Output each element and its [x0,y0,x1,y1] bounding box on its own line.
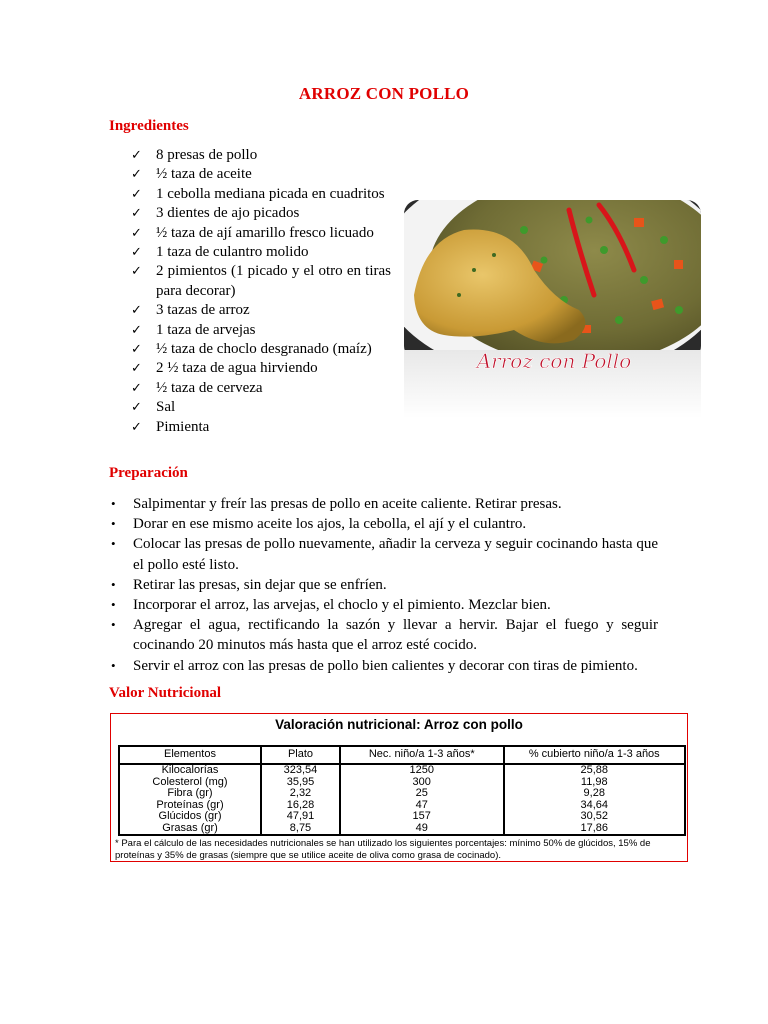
table-cell: 11,98 [580,775,608,788]
checkmark-icon: ✓ [131,303,142,319]
preparation-step [109,656,658,676]
bullet-icon: • [111,657,116,673]
preparation-step [109,575,658,595]
checkmark-icon: ✓ [131,225,142,241]
checkmark-icon: ✓ [131,342,142,358]
checkmark-icon: ✓ [131,322,142,338]
table-cell: 300 [340,777,504,789]
ingredient-item [131,418,391,437]
recipe-title: ARROZ CON POLLO [298,84,470,103]
ingredient-item [131,224,391,243]
table-header-cell: Nec. niño/a 1-3 años* [340,747,504,764]
ingredient-text: 3 tazas de arroz [156,302,250,319]
checkmark-icon: ✓ [131,400,142,416]
table-row [120,764,684,777]
nutrition-heading: Valor Nutricional [109,685,222,701]
preparation-text: Dorar en ese mismo aceite los ajos, la cebolla, el ají y el culantro. [133,516,527,533]
preparation-step [109,534,658,574]
recipe-photo [404,200,701,418]
checkmark-icon: ✓ [131,264,142,280]
ingredient-item [131,398,391,417]
table-header-cell: Elementos [120,747,261,764]
table-cell: 9,28 [583,787,605,799]
ingredient-item [131,185,391,204]
preparation-step [109,615,658,655]
preparation-step [109,595,658,615]
table-cell: 2,32 [261,788,340,800]
table-cell: 25 [340,788,504,800]
checkmark-icon: ✓ [131,186,142,202]
ingredient-text: Sal [156,399,176,416]
nutrition-table-title: Valoración nutricional: Arroz con pollo [275,717,523,732]
table-cell: 8,75 [261,823,340,835]
ingredient-item [131,204,391,223]
table-cell: Colesterol (mg) [120,777,261,789]
ingredient-item [131,379,391,398]
ingredient-text: 1 taza de culantro molido [156,244,309,261]
checkmark-icon: ✓ [131,206,142,222]
preparation-step [109,514,658,534]
table-cell: 323,54 [261,764,340,777]
preparation-list [109,494,658,676]
preparation-text: Servir el arroz con las presas de pollo bien calientes y decorar con tiras de pimiento. [133,657,638,674]
table-cell: 47,91 [261,811,340,823]
ingredient-item [131,340,391,359]
preparation-text: Colocar las presas de pollo nuevamente, añadir la cerveza y seguir cocinando hasta que el pollo esté listo. [133,536,658,573]
ingredient-item [131,146,391,165]
bullet-icon: • [111,576,116,592]
table-cell: 35,95 [261,777,340,789]
ingredient-text: 2 pimientos (1 picado y el otro en tiras para decorar) [156,263,391,299]
preparation-step [109,494,658,514]
table-header-cell: % cubierto niño/a 1-3 años [504,747,685,764]
ingredient-item [131,301,391,320]
ingredient-text: ½ taza de choclo desgranado (maíz) [156,341,372,358]
table-cell: 17,86 [580,821,609,834]
bullet-icon: • [111,496,116,511]
table-cell: 25,88 [580,764,609,776]
table-cell: Proteínas (gr) [120,800,261,812]
table-cell: Fibra (gr) [120,788,261,800]
ingredient-text: ½ taza de ají amarillo fresco licuado [156,224,374,241]
ingredient-item [131,165,391,184]
nutrition-table-box [110,713,688,862]
table-row [120,823,684,835]
photo-caption: Arroz con Pollo [476,349,632,373]
ingredient-text: 1 cebolla mediana picada en cuadritos [156,185,385,202]
preparation-text: Incorporar el arroz, las arvejas, el choclo y el pimiento. Mezclar bien. [133,597,551,614]
table-cell: 49 [340,823,504,835]
table-cell: 34,64 [580,798,609,811]
preparation-text: Agregar el agua, rectificando la sazón y llevar a hervir. Bajar el fuego y seguir cocinando 20 minutos más hasta que el arroz esté cocido. [133,617,658,654]
preparation-text: Salpimentar y freír las presas de pollo en aceite caliente. Retirar presas. [133,496,562,512]
ingredient-text: 3 dientes de ajo picados [156,205,300,222]
table-row [120,788,684,800]
ingredient-text: Pimienta [156,418,210,435]
checkmark-icon: ✓ [131,245,142,261]
ingredient-item [131,321,391,340]
checkmark-icon: ✓ [131,167,142,183]
ingredient-text: ½ taza de cerveza [156,379,263,396]
table-row [120,811,684,823]
checkmark-icon: ✓ [131,419,142,435]
ingredient-item [131,243,391,262]
ingredient-text: 1 taza de arvejas [156,321,256,338]
ingredient-text: 8 presas de pollo [156,147,258,163]
table-cell: 1250 [340,764,504,777]
ingredients-list [131,146,391,437]
ingredients-heading: Ingredientes [109,118,189,134]
table-cell: Glúcidos (gr) [120,811,261,823]
bullet-icon: • [111,617,116,633]
checkmark-icon: ✓ [131,380,142,396]
bullet-icon: • [111,516,116,532]
table-cell: 47 [340,800,504,812]
nutrition-table [118,745,686,836]
ingredient-text: 2 ½ taza de agua hirviendo [156,360,318,377]
table-cell: 30,52 [580,810,609,822]
checkmark-icon: ✓ [131,361,142,377]
preparation-text: Retirar las presas, sin dejar que se enfríen. [133,576,387,593]
table-cell: Grasas (gr) [120,823,261,835]
ingredient-item [131,262,391,301]
table-cell: 16,28 [261,800,340,812]
nutrition-footnote: * Para el cálculo de las necesidades nutricionales se han utilizado los siguientes porcentajes: mínimo 50% de glúcidos, 15% de proteínas y 35% de grasas (siempre que se utilice aceite de oliva como grasa de cocinado). [115,838,651,861]
table-cell: 157 [340,811,504,823]
ingredient-text: ½ taza de aceite [156,166,252,183]
preparation-heading: Preparación [109,465,188,481]
bullet-icon: • [111,536,116,552]
table-header-cell: Plato [261,747,340,764]
ingredient-item [131,359,391,378]
checkmark-icon: ✓ [131,148,142,163]
bullet-icon: • [111,597,116,613]
table-cell: Kilocalorías [120,764,261,777]
